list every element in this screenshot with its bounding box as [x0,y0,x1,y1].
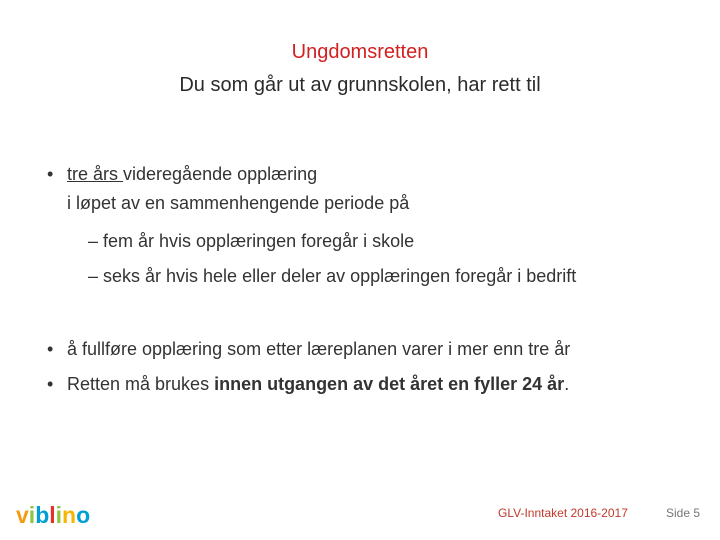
logo-letter: i [28,502,36,528]
logo-letter: b [35,502,50,528]
page-number: Side 5 [666,506,701,520]
logo-letter: l [49,502,56,528]
sub-item-company: – seks år hvis hele eller deler av opplæringen foregår i bedrift [88,266,577,286]
footer-text: GLV-Inntaket 2016-2017 [498,506,628,520]
logo-letter: v [16,502,29,528]
slide-title: Ungdomsretten [291,41,429,63]
logo-letter: n [62,502,77,528]
bullet-3-text-bold: innen utgangen av det året en fyller 24 år [214,374,565,394]
bullet-item-2 [47,338,570,360]
sub-item-school: – fem år hvis opplæringen foregår i skole [88,231,415,251]
logo-letter: i [55,502,63,528]
bullet-icon: • [47,164,54,184]
bullet-3-text-start: Retten må brukes [67,374,215,394]
bullet-1-continuation: i løpet av en sammenhengende periode på [67,193,410,213]
bullet-1-underlined: tre års [67,164,124,184]
bullet-item-3 [47,373,569,395]
slide-subtitle: Du som går ut av grunnskolen, har rett til [179,74,541,96]
logo-letter: o [76,502,91,528]
bullet-2-text: å fullføre opplæring som etter læreplanen varer i mer enn tre år [67,339,571,359]
bullet-icon: • [47,374,54,394]
bullet-icon: • [47,339,54,359]
bullet-3-text-end: . [564,374,570,394]
bullet-1-text: videregående opplæring [123,164,318,184]
viblino-logo [14,496,104,532]
bullet-item-1 [47,163,317,185]
svg-text:viblino [16,502,90,528]
